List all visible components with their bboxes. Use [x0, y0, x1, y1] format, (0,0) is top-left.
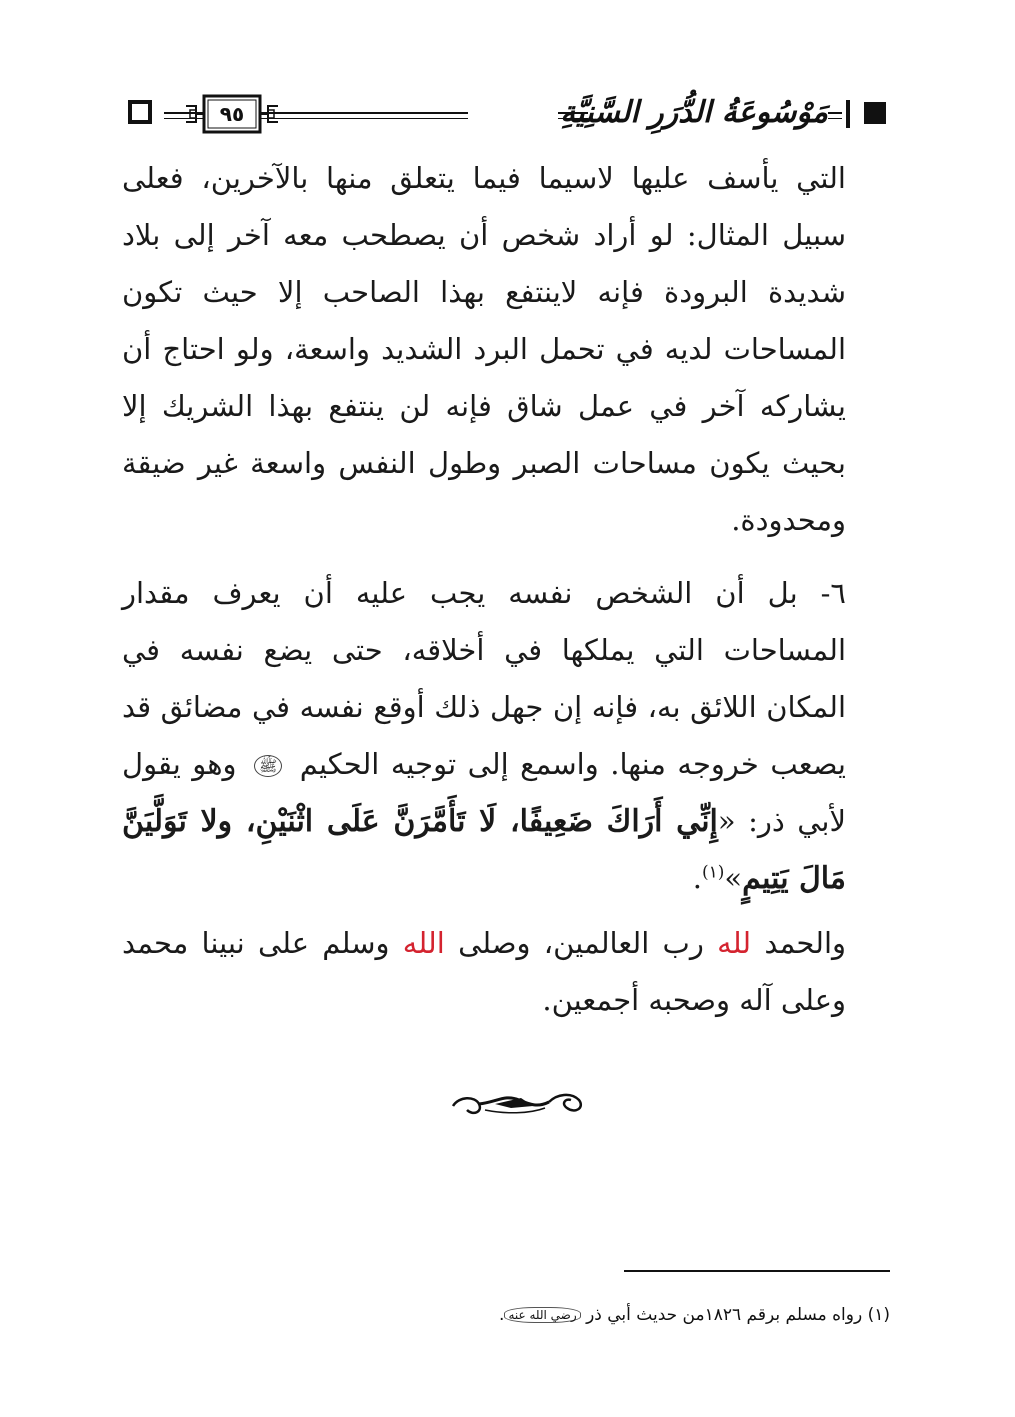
footnote-end: . [499, 1305, 505, 1325]
page-number: ٩٥ [219, 102, 245, 126]
closing-text-a: والحمد [751, 926, 847, 960]
paragraph-2 [122, 565, 846, 907]
paragraph-2-text: ٦- بل أن الشخص نفسه يجب عليه أن يعرف مقدار المساحات التي يملكها في أخلاقه، حتى يضع نفسه في المكان اللائق به، فإنه إن جهل ذلك أوقع نفسه في مضائق قد يصعب خروجه منها. واسمع إلى توجيه الحكيم [122, 576, 847, 781]
hadith-quote: إِنِّي أَرَاكَ ضَعِيفًا، لَا تَأَمَّرَنَّ عَلَى اثْنَيْنِ، ولا تَوَلَّيَنَّ مَالَ يَتِيمٍ [122, 804, 846, 896]
section-end-ornament [445, 1080, 595, 1124]
paragraph-1: التي يأسف عليها لاسيما فيما يتعلق منها بالآخرين، فعلى سبيل المثال: لو أراد شخص أن يصطحب معه آخر إلى بلاد شديدة البرودة فإنه لاينتفع بهذا الصاحب إلا حيث تكون المساحات لديه في تحمل البرد الشديد واسعة، ولو احتاج أن يشاركه آخر في عمل شاق فإنه لن ينتفع بهذا الشريك إلا بحيث يكون مساحات الصبر وطول النفس واسعة غير ضيقة ومحدودة. [122, 161, 846, 537]
page-header [128, 90, 890, 142]
series-title-calligraphy: مَوْسُوعَةُ الدُّرَرِ السَّنِيَّةِ [588, 90, 828, 138]
footnote-separator [624, 1270, 890, 1272]
paragraph-2-mid: وهو يقول لأبي ذر: « [122, 747, 846, 838]
main-text [122, 150, 846, 1029]
salutation-glyph: ﷺ [254, 755, 282, 777]
hadith-close-quote: » [724, 861, 743, 895]
divine-name: لله [717, 926, 752, 960]
footnote [499, 1300, 890, 1330]
header-left-square-ornament [128, 100, 152, 124]
header-right-tick [846, 100, 850, 128]
closing-text-c: وسلم على نبينا محمد وعلى آله وصحبه أجمعين. [122, 926, 846, 1017]
page-number-frame [182, 92, 282, 136]
footnote-marker: (١) [867, 1305, 890, 1325]
divine-name: الله [402, 926, 445, 960]
footnote-reference-marker: (١) [701, 862, 725, 883]
header-right-square-ornament [864, 102, 886, 124]
footnote-text: رواه مسلم برقم ١٨٢٦من حديث أبي ذر [586, 1305, 863, 1325]
closing-text-b: رب العالمين، وصلى [444, 926, 718, 960]
closing-paragraph [122, 915, 846, 1029]
paragraph-2-end: . [692, 861, 702, 895]
honorific-glyph: رضي الله عنه [504, 1307, 580, 1323]
